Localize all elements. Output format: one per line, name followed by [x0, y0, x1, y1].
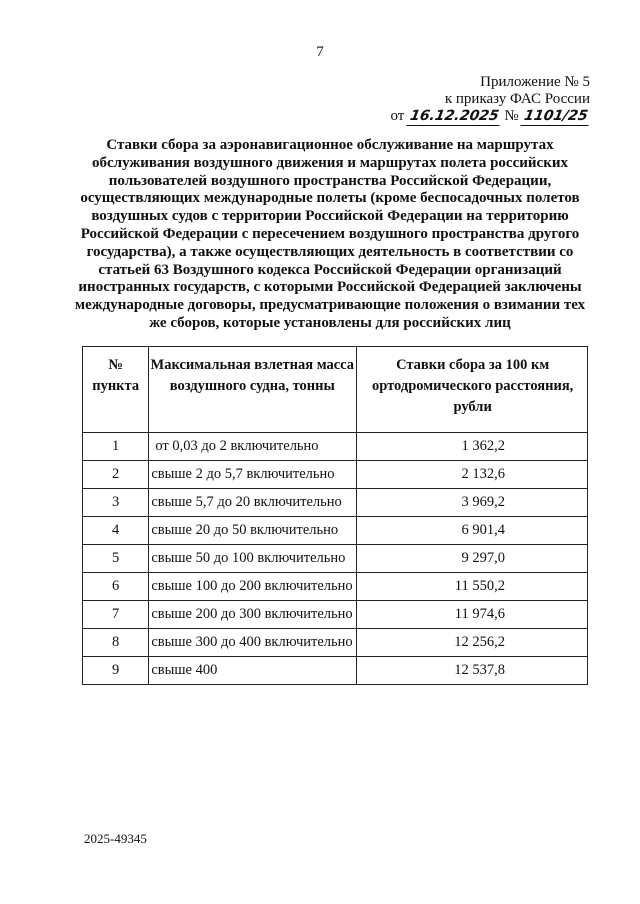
- cell-item-number: 3: [83, 489, 149, 517]
- cell-rate: 12 537,8: [357, 657, 588, 685]
- table-row: [83, 657, 588, 685]
- cell-takeoff-mass: свыше 100 до 200 включительно: [149, 573, 357, 601]
- cell-takeoff-mass: свыше 5,7 до 20 включительно: [149, 489, 357, 517]
- header-item-number: № пункта: [83, 347, 149, 433]
- table-header-row: [83, 347, 588, 433]
- cell-item-number: 2: [83, 461, 149, 489]
- header-takeoff-mass: Максимальная взлетная масса воздушного судна, тонны: [149, 347, 357, 433]
- cell-takeoff-mass: свыше 50 до 100 включительно: [149, 545, 357, 573]
- number-label: №: [504, 108, 519, 124]
- rates-table: [82, 346, 588, 685]
- document-id: 2025-49345: [84, 831, 147, 846]
- table-row: [83, 573, 588, 601]
- cell-takeoff-mass: свыше 400: [149, 657, 357, 685]
- cell-takeoff-mass: свыше 300 до 400 включительно: [149, 629, 357, 657]
- cell-rate: 11 974,6: [357, 601, 588, 629]
- table-row: [83, 461, 588, 489]
- table-row: [83, 545, 588, 573]
- cell-item-number: 1: [83, 433, 149, 461]
- appendix-label: Приложение № 5: [480, 74, 590, 90]
- cell-item-number: 8: [83, 629, 149, 657]
- cell-item-number: 5: [83, 545, 149, 573]
- cell-item-number: 4: [83, 517, 149, 545]
- cell-rate: 2 132,6: [357, 461, 588, 489]
- table-row: [83, 601, 588, 629]
- cell-rate: 3 969,2: [357, 489, 588, 517]
- table-row: [83, 489, 588, 517]
- order-date-number-line: [390, 108, 590, 126]
- cell-rate: 1 362,2: [357, 433, 588, 461]
- handwritten-order-number: 1101/25: [521, 108, 592, 126]
- table-row: [83, 629, 588, 657]
- cell-rate: 6 901,4: [357, 517, 588, 545]
- document-title: Ставки сбора за аэронавигационное обслуживание на маршрутах обслуживания воздушного движения и маршрутах полета российских пользователей воздушного пространства Российской Федерации, осуществляющих международные полеты (кроме беспосадочных полетов воздушных судов с территории Российской Федерации на территорию Российской Федерации с пересечением воздушного пространства другого государства), а также осуществляющих деятельность в соответствии со статьей 63 Воздушного кодекса Российской Федерации организаций иностранных государств, с которыми Российской Федерацией заключены международные договоры, предусматривающие положения о взимании тех же сборов, которые установлены для российских лиц: [74, 137, 586, 331]
- handwritten-date: 16.12.2025: [406, 108, 502, 126]
- cell-item-number: 9: [83, 657, 149, 685]
- table-row: [83, 433, 588, 461]
- cell-item-number: 7: [83, 601, 149, 629]
- cell-takeoff-mass: свыше 2 до 5,7 включительно: [149, 461, 357, 489]
- table-row: [83, 517, 588, 545]
- cell-takeoff-mass: свыше 20 до 50 включительно: [149, 517, 357, 545]
- order-reference: к приказу ФАС России: [444, 91, 590, 107]
- header-rate: Ставки сбора за 100 км ортодромического расстояния, рубли: [357, 347, 588, 433]
- cell-takeoff-mass: свыше 200 до 300 включительно: [149, 601, 357, 629]
- cell-rate: 12 256,2: [357, 629, 588, 657]
- date-prefix: от: [390, 108, 405, 124]
- cell-item-number: 6: [83, 573, 149, 601]
- cell-takeoff-mass: от 0,03 до 2 включительно: [149, 433, 357, 461]
- page-number: 7: [316, 44, 324, 60]
- cell-rate: 11 550,2: [357, 573, 588, 601]
- appendix-header: [390, 74, 590, 126]
- cell-rate: 9 297,0: [357, 545, 588, 573]
